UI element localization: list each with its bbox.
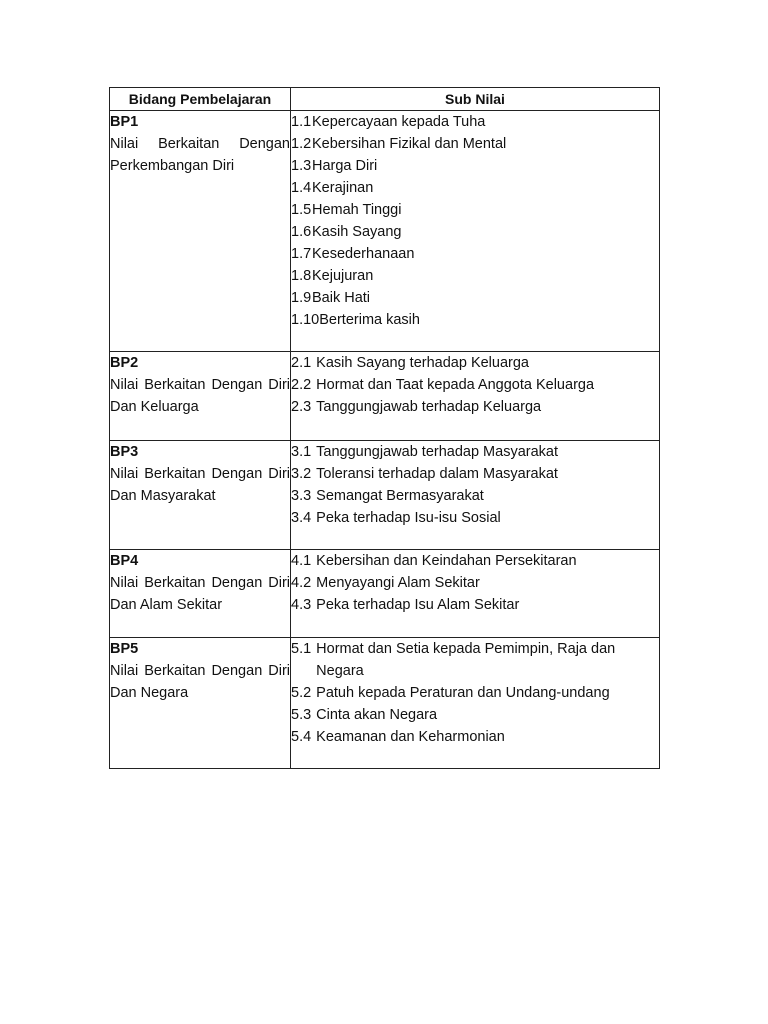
item-number: 1.10 [291, 312, 320, 328]
item-text: Berterima kasih [319, 312, 420, 328]
item-text: Cinta akan Negara [316, 707, 438, 723]
item-number: 5.1 [291, 641, 312, 657]
list-item [291, 682, 659, 704]
bidang-cell [110, 111, 291, 352]
bidang-cell [110, 441, 291, 550]
item-number: 4.1 [291, 553, 312, 569]
item-text: Patuh kepada Peraturan dan Undang-undang [316, 685, 610, 701]
item-text: Baik Hati [312, 290, 371, 306]
item-number: 2.1 [291, 355, 312, 371]
list-item [291, 177, 659, 199]
list-item [291, 463, 659, 485]
bidang-code: BP1 [110, 114, 139, 130]
list-item [291, 638, 659, 682]
table-row [110, 111, 660, 352]
item-number: 1.7 [291, 246, 312, 262]
item-number: 3.4 [291, 510, 312, 526]
sub-nilai-cell [291, 550, 660, 638]
item-number: 3.1 [291, 444, 312, 460]
item-number: 1.6 [291, 224, 312, 240]
item-text: Kesederhanaan [312, 246, 415, 262]
table-header-row [110, 88, 660, 111]
item-number: 3.3 [291, 488, 312, 504]
item-number: 5.4 [291, 729, 312, 745]
item-number: 2.2 [291, 377, 312, 393]
bidang-cell [110, 638, 291, 769]
bidang-code: BP2 [110, 355, 139, 371]
item-text: Hormat dan Taat kepada Anggota Keluarga [316, 377, 595, 393]
item-text: Menyayangi Alam Sekitar [316, 575, 480, 591]
item-number: 1.5 [291, 202, 312, 218]
header-bidang-pembelajaran: Bidang Pembelajaran [110, 88, 291, 111]
item-number: 4.2 [291, 575, 312, 591]
item-number: 1.4 [291, 180, 312, 196]
item-number: 4.3 [291, 597, 312, 613]
header-sub-nilai: Sub Nilai [291, 88, 660, 111]
bidang-description: Nilai Berkaitan Dengan Perkembangan Diri [110, 136, 290, 174]
list-item [291, 704, 659, 726]
item-number: 3.2 [291, 466, 312, 482]
item-number: 5.3 [291, 707, 312, 723]
list-item [291, 594, 659, 616]
bidang-description: Nilai Berkaitan Dengan Diri Dan Negara [110, 663, 290, 701]
item-text: Keamanan dan Keharmonian [316, 729, 505, 745]
table-row [110, 441, 660, 550]
list-item [291, 396, 659, 418]
list-item [291, 221, 659, 243]
table-row [110, 352, 660, 441]
list-item [291, 485, 659, 507]
item-number: 1.3 [291, 158, 312, 174]
table-row [110, 550, 660, 638]
item-text: Kebersihan Fizikal dan Mental [312, 136, 507, 152]
bidang-cell [110, 550, 291, 638]
list-item [291, 374, 659, 396]
item-number: 1.1 [291, 114, 312, 130]
list-item [291, 572, 659, 594]
item-text: Harga Diri [312, 158, 378, 174]
item-text: Tanggungjawab terhadap Keluarga [316, 399, 542, 415]
item-text: Toleransi terhadap dalam Masyarakat [316, 466, 558, 482]
list-item [291, 550, 659, 572]
item-text: Semangat Bermasyarakat [316, 488, 484, 504]
bidang-code: BP3 [110, 444, 139, 460]
sub-nilai-cell [291, 638, 660, 769]
list-item [291, 265, 659, 287]
item-number: 2.3 [291, 399, 312, 415]
bidang-code: BP4 [110, 553, 139, 569]
sub-nilai-cell [291, 352, 660, 441]
item-text: Kebersihan dan Keindahan Persekitaran [316, 553, 577, 569]
item-text: Kepercayaan kepada Tuha [312, 114, 486, 130]
item-text: Tanggungjawab terhadap Masyarakat [316, 444, 558, 460]
list-item [291, 441, 659, 463]
item-text: Kasih Sayang terhadap Keluarga [316, 355, 529, 371]
sub-nilai-cell [291, 441, 660, 550]
list-item [291, 507, 659, 529]
list-item [291, 309, 659, 331]
list-item [291, 243, 659, 265]
item-text: Kerajinan [312, 180, 374, 196]
list-item [291, 199, 659, 221]
item-text: Hemah Tinggi [312, 202, 402, 218]
list-item [291, 111, 659, 133]
values-table [109, 87, 660, 769]
item-number: 1.9 [291, 290, 312, 306]
bidang-description: Nilai Berkaitan Dengan Diri Dan Keluarga [110, 377, 290, 415]
list-item [291, 155, 659, 177]
item-text: Kejujuran [312, 268, 374, 284]
item-number: 1.8 [291, 268, 312, 284]
list-item [291, 352, 659, 374]
list-item [291, 726, 659, 748]
item-number: 1.2 [291, 136, 312, 152]
item-text: Kasih Sayang [312, 224, 402, 240]
bidang-description: Nilai Berkaitan Dengan Diri Dan Alam Sekitar [110, 575, 290, 613]
bidang-cell [110, 352, 291, 441]
item-text: Hormat dan Setia kepada Pemimpin, Raja dan Negara [316, 641, 616, 679]
item-text: Peka terhadap Isu-isu Sosial [316, 510, 501, 526]
item-text: Peka terhadap Isu Alam Sekitar [316, 597, 520, 613]
list-item [291, 287, 659, 309]
table-row [110, 638, 660, 769]
list-item [291, 133, 659, 155]
item-number: 5.2 [291, 685, 312, 701]
bidang-code: BP5 [110, 641, 139, 657]
bidang-description: Nilai Berkaitan Dengan Diri Dan Masyarakat [110, 466, 290, 504]
sub-nilai-cell [291, 111, 660, 352]
